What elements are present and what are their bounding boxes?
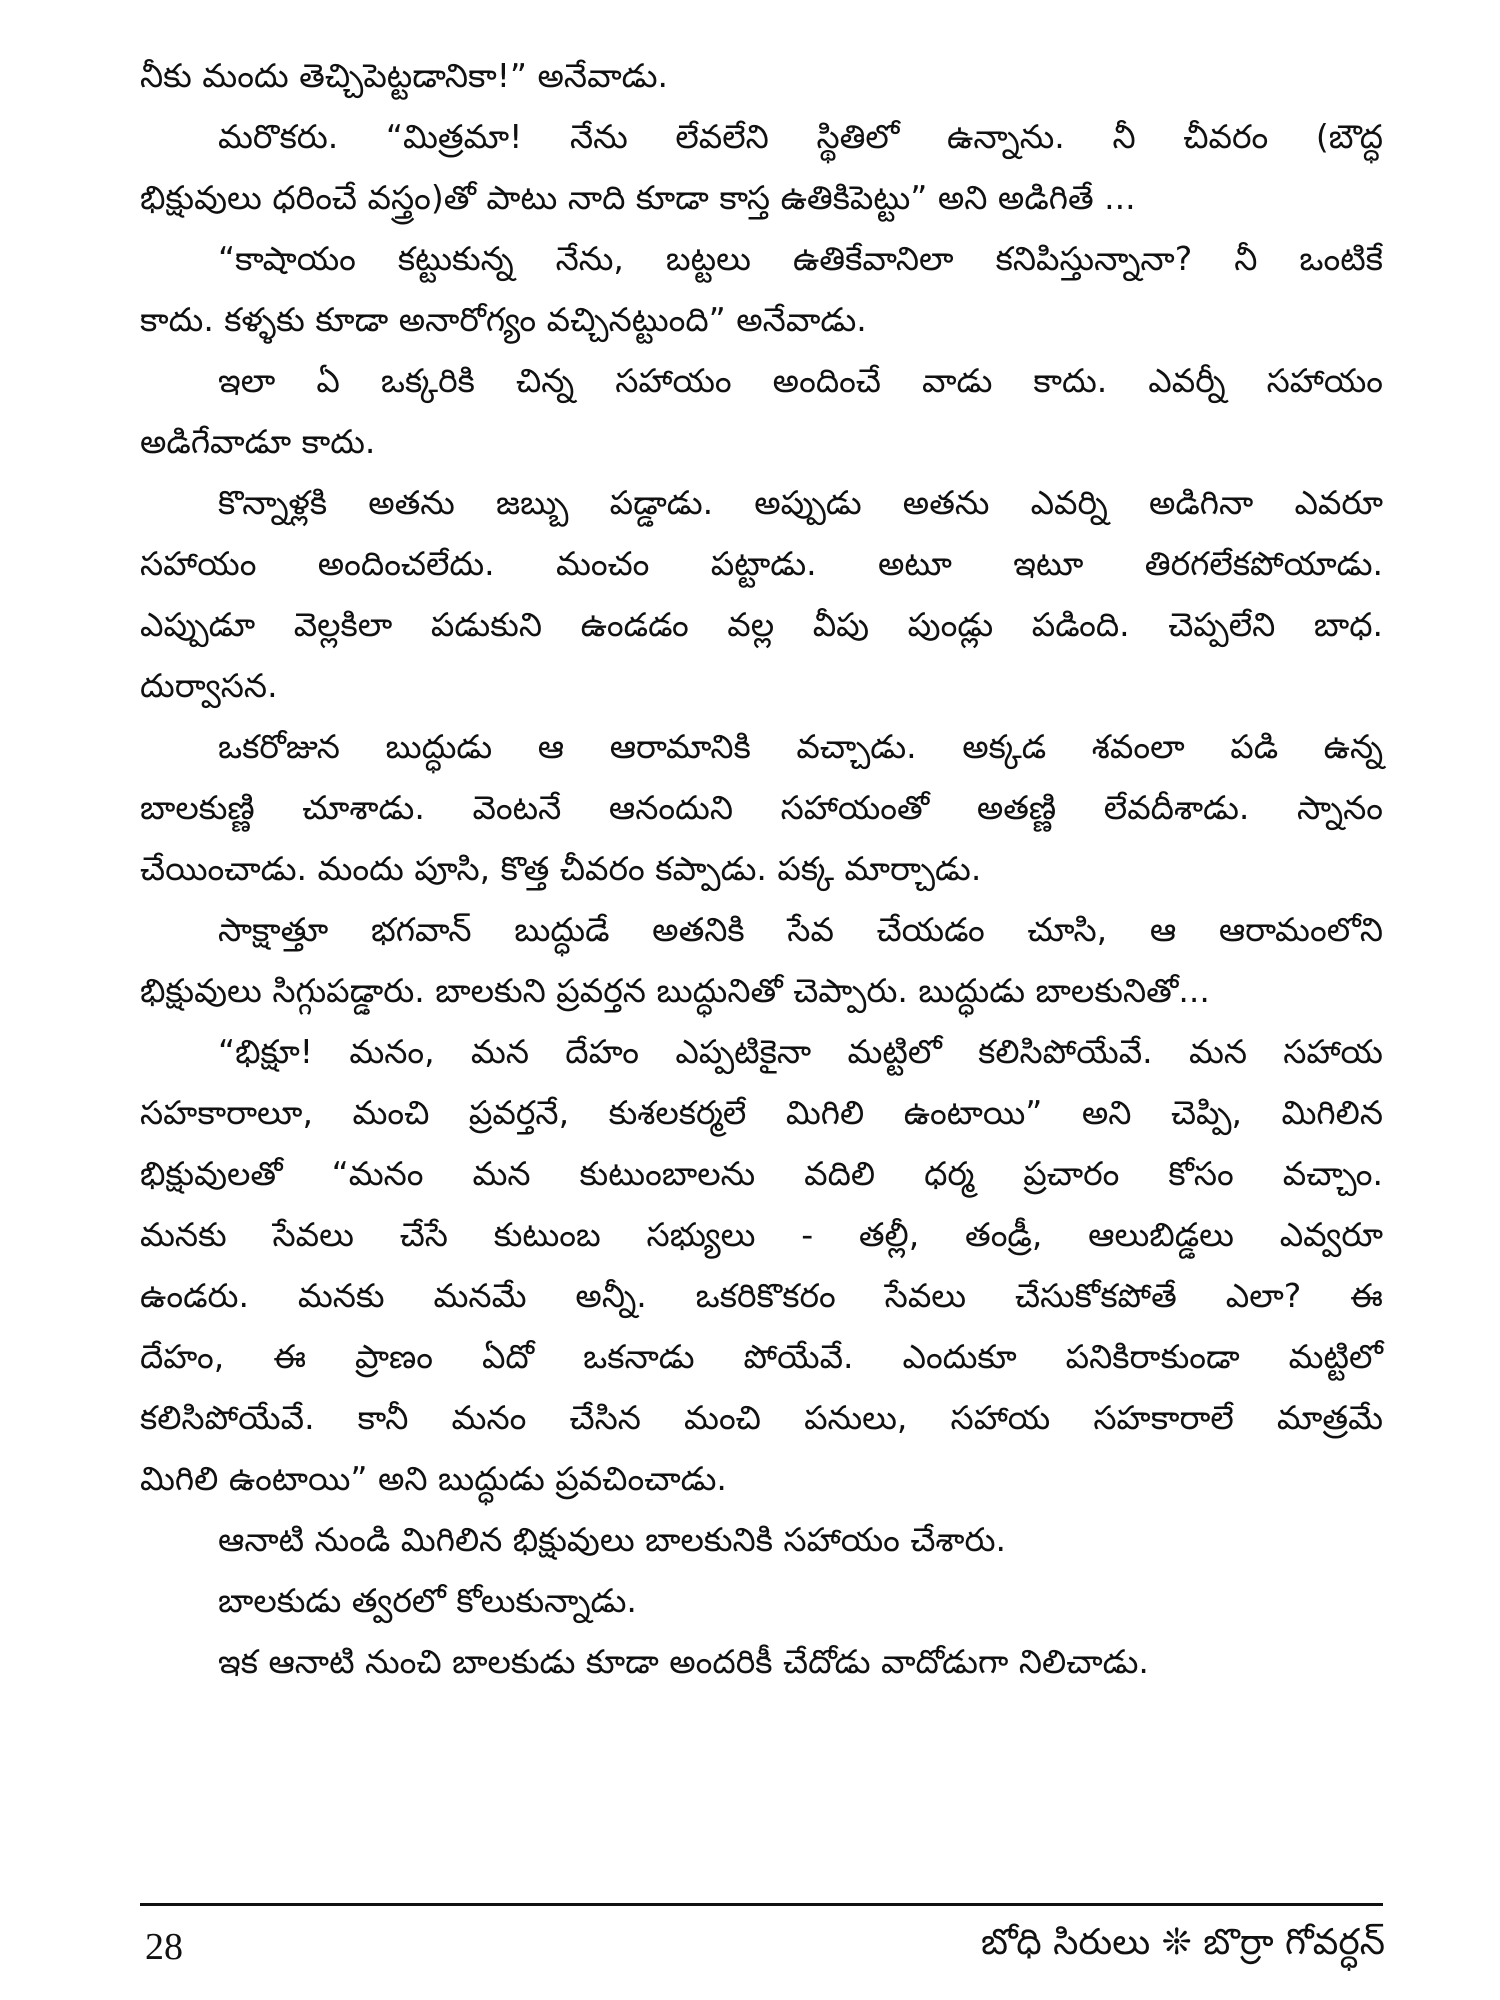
paragraph	[140, 1570, 1383, 1631]
text-line: బాలకుడు త్వరలో కోలుకున్నాడు.	[218, 1581, 637, 1620]
text-line: కాదు. కళ్ళకు కూడా అనారోగ్యం వచ్చినట్టుంది” అనేవాడు.	[140, 300, 867, 339]
paragraph	[140, 45, 1383, 106]
paragraph	[140, 472, 1383, 716]
body-text	[140, 45, 1383, 1692]
text-line: కలిసిపోయేవే. కానీ మనం చేసిన మంచి పనులు, సహాయ సహకారాలే మాత్రమే	[140, 1398, 1383, 1437]
text-line: సహాయం అందించలేదు. మంచం పట్టాడు. అటూ ఇటూ తిరగలేకపోయాడు.	[140, 544, 1383, 583]
paragraph	[140, 106, 1383, 228]
text-line: “కాషాయం కట్టుకున్న నేను, బట్టలు ఉతికేవానిలా కనిపిస్తున్నానా? నీ ఒంటికే	[218, 239, 1383, 278]
text-line: సాక్షాత్తూ భగవాన్ బుద్ధుడే అతనికి సేవ చేయడం చూసి, ఆ ఆరామంలోని	[218, 910, 1383, 949]
text-line: నీకు మందు తెచ్చిపెట్టడానికా!” అనేవాడు.	[140, 56, 668, 95]
text-line: ఒకరోజున బుద్ధుడు ఆ ఆరామానికి వచ్చాడు. అక్కడ శవంలా పడి ఉన్న	[218, 727, 1383, 766]
paragraph	[140, 1631, 1383, 1692]
text-line: బాలకుణ్ణి చూశాడు. వెంటనే ఆనందుని సహాయంతో అతణ్ణి లేవదీశాడు. స్నానం	[140, 788, 1383, 827]
running-title: బోధి సిరులు ❊ బొర్రా గోవర్ధన్	[980, 1922, 1385, 1963]
text-line: భిక్షువులతో “మనం మన కుటుంబాలను వదిలి ధర్మ ప్రచారం కోసం వచ్చాం.	[140, 1154, 1383, 1193]
text-line: ఇలా ఏ ఒక్కరికి చిన్న సహాయం అందించే వాడు కాదు. ఎవర్నీ సహాయం	[218, 361, 1383, 400]
text-line: “భిక్షూ! మనం, మన దేహం ఎప్పటికైనా మట్టిలో కలిసిపోయేవే. మన సహాయ	[218, 1032, 1383, 1071]
text-line: కొన్నాళ్లకి అతను జబ్బు పడ్డాడు. అప్పుడు అతను ఎవర్ని అడిగినా ఎవరూ	[218, 483, 1383, 522]
text-line: దేహం, ఈ ప్రాణం ఏదో ఒకనాడు పోయేవే. ఎందుకూ పనికిరాకుండా మట్టిలో	[140, 1337, 1383, 1376]
paragraph	[140, 228, 1383, 350]
paragraph	[140, 899, 1383, 1021]
paragraph	[140, 350, 1383, 472]
text-line: ఇక ఆనాటి నుంచి బాలకుడు కూడా అందరికీ చేదోడు వాదోడుగా నిలిచాడు.	[218, 1642, 1149, 1681]
paragraph	[140, 1509, 1383, 1570]
text-line: సహకారాలూ, మంచి ప్రవర్తనే, కుశలకర్మలే మిగిలి ఉంటాయి” అని చెప్పి, మిగిలిన	[140, 1093, 1383, 1132]
text-line: భిక్షువులు ధరించే వస్త్రం)తో పాటు నాది కూడా కాస్త ఉతికిపెట్టు” అని అడిగితే ...	[140, 178, 1136, 217]
text-line: మనకు సేవలు చేసే కుటుంబ సభ్యులు - తల్లీ, తండ్రీ, ఆలుబిడ్డలు ఎవ్వరూ	[140, 1215, 1383, 1254]
page-number: 28	[145, 1926, 183, 1968]
text-line: ఆనాటి నుండి మిగిలిన భిక్షువులు బాలకునికి సహాయం చేశారు.	[218, 1520, 1007, 1559]
text-line: అడిగేవాడూ కాదు.	[140, 422, 376, 461]
footer-rule	[140, 1903, 1383, 1906]
text-line: మరొకరు. “మిత్రమా! నేను లేవలేని స్థితిలో ఉన్నాను. నీ చీవరం (బౌద్ధ	[218, 117, 1383, 156]
text-line: దుర్వాసన.	[140, 666, 278, 705]
text-line: భిక్షువులు సిగ్గుపడ్డారు. బాలకుని ప్రవర్తన బుద్ధునితో చెప్పారు. బుద్ధుడు బాలకునితో...	[140, 971, 1210, 1010]
paragraph	[140, 716, 1383, 899]
text-line: ఉండరు. మనకు మనమే అన్నీ. ఒకరికొకరం సేవలు చేసుకోకపోతే ఎలా? ఈ	[140, 1276, 1383, 1315]
text-line: ఎప్పుడూ వెల్లకిలా పడుకుని ఉండడం వల్ల వీపు పుండ్లు పడింది. చెప్పలేని బాధ.	[140, 605, 1383, 644]
paragraph	[140, 1021, 1383, 1509]
text-line: చేయించాడు. మందు పూసి, కొత్త చీవరం కప్పాడు. పక్క మార్చాడు.	[140, 849, 982, 888]
text-line: మిగిలి ఉంటాయి” అని బుద్ధుడు ప్రవచించాడు.	[140, 1459, 727, 1498]
